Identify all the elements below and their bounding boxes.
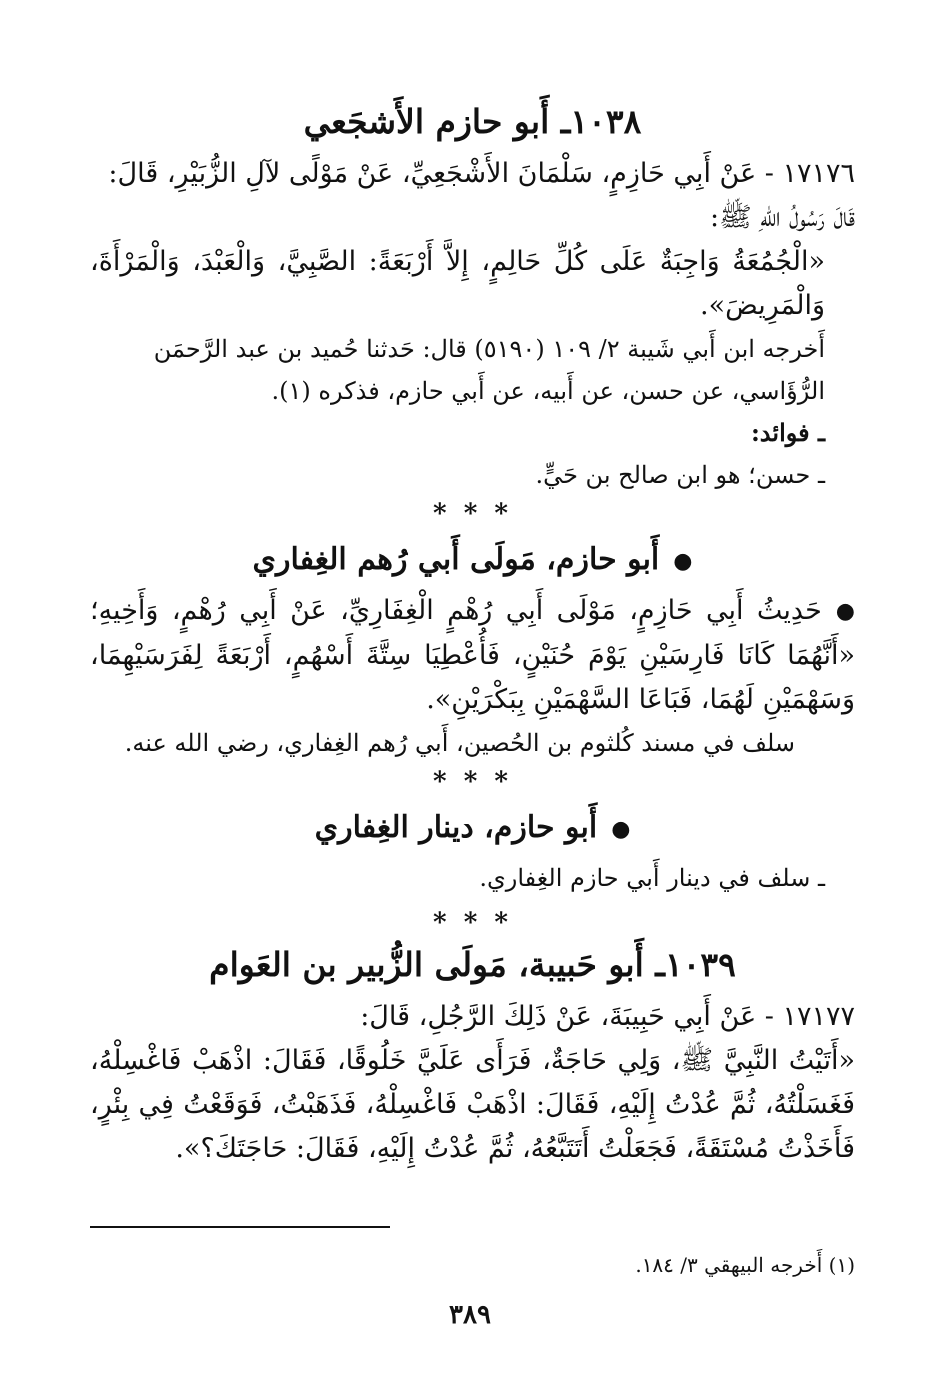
section-heading-abu-hazim-ghifari: [90, 536, 855, 585]
footnote-divider: [90, 1226, 390, 1228]
hadith-text-17177: «أَتَيْتُ النَّبِيَّ ﷺ، وَلِي حَاجَةٌ، فَرَأَى عَلَيَّ خَلُوقًا، فَقَالَ: اذْهَبْ فَاغْسِلْهُ، فَغَسَلْتُهُ، ثُمَّ عُدْتُ إِلَيْهِ، فَقَالَ: اذْهَبْ فَاغْسِلْهُ، فَذَهَبْتُ، فَوَقَعْتُ فِي بِئْرٍ، فَأَخَذْتُ مُسْتَقَةً، فَجَعَلْتُ أَتَتَبَّعُهُ، ثُمَّ عُدْتُ إِلَيْهِ، فَقَالَ: حَاجَتَكَ؟».: [90, 1044, 855, 1164]
bullet-icon: ●: [835, 598, 855, 624]
bullet-icon: ●: [611, 815, 631, 842]
salaf-note-dinar: ـ سلف في دينار أَبي حازم الغِفاري.: [479, 863, 825, 892]
hadith-intro-17176: ١٧١٧٦ - عَنْ أَبِي حَازِمٍ، سَلْمَانَ الأَشْجَعِيِّ، عَنْ مَوْلًى لآلِ الزُّبَيْرِ، قَالَ:: [108, 158, 855, 189]
takhrij-17176: أَخرجه ابن أَبي شَيبة ٢/ ١٠٩ (٥١٩٠) قال: حَدثنا حُميد بن عبد الرَّحمَن الرُّؤَاسي، عن حسن، عن أَبيه، عن أَبي حازم، فذكره (١).: [153, 335, 825, 405]
bullet-icon: ●: [673, 548, 693, 574]
hadith-text-abu-ruhm: [90, 589, 855, 722]
section-heading-1039: ١٠٣٩ـ أَبو حَبيبة، مَولَى الزُّبير بن العَوام: [209, 944, 736, 984]
page-body: [90, 100, 855, 1385]
section-heading-dinar-ghifari: [90, 804, 855, 853]
separator-stars-1: * * *: [433, 499, 512, 529]
separator-stars-3: * * *: [433, 907, 512, 938]
hadith-body: حَدِيثُ أَبِي حَازِمٍ، مَوْلَى أَبِي رُهْمٍ الْغِفَارِيِّ، عَنْ أَبِي رُهْمٍ، وَأَخِيهِ؛ «أَنَّهُمَا كَانَا فَارِسَيْنِ يَوْمَ حُنَيْنٍ، فَأُعْطِيَا سِتَّةَ أَسْهُمٍ، أَرْبَعَةً لِفَرَسَيْهِمَا، وَسَهْمَيْنِ لَهُمَا، فَبَاعَا السَّهْمَيْنِ بِبَكْرَيْنِ».: [90, 595, 855, 715]
heading-text: أَبو حازم، مَولَى أَبي رُهم الغِفاري: [252, 542, 660, 577]
heading-text: أَبو حازم، دينار الغِفاري: [314, 809, 598, 845]
hadith-attribution-17176: قَالَ رَسُولُ اللهِ ﷺ:: [709, 202, 855, 233]
salaf-note-abu-ruhm: سلف في مسند كُلثوم بن الحُصين، أَبي رُهم الغِفاري، رضي الله عنه.: [124, 728, 795, 757]
hadith-text-17176: «الْجُمُعَةُ وَاجِبَةٌ عَلَى كُلِّ حَالِمٍ، إِلاَّ أَرْبَعَةً: الصَّبِيَّ، وَالْعَبْدَ، وَالْمَرْأَةَ، وَالْمَرِيضَ».: [90, 246, 825, 321]
hadith-intro-17177: ١٧١٧٧ - عَنْ أَبِي حَبِيبَةَ، عَنْ ذَلِكَ الرَّجُلِ، قَالَ:: [360, 1000, 855, 1032]
separator-stars-2: * * *: [433, 766, 512, 797]
fawaid-label: ـ فوائد:: [750, 418, 825, 447]
fawaid-text: ـ حسن؛ هو ابن صالح بن حَيٍّ.: [535, 461, 825, 489]
footnote-1: (١) أَخرجه البيهقي ٣/ ١٨٤.: [635, 1253, 855, 1277]
page-number: ٣٨٩: [449, 1300, 491, 1330]
section-heading-1038: ١٠٣٨ـ أَبو حازم الأَشجَعي: [303, 102, 642, 141]
